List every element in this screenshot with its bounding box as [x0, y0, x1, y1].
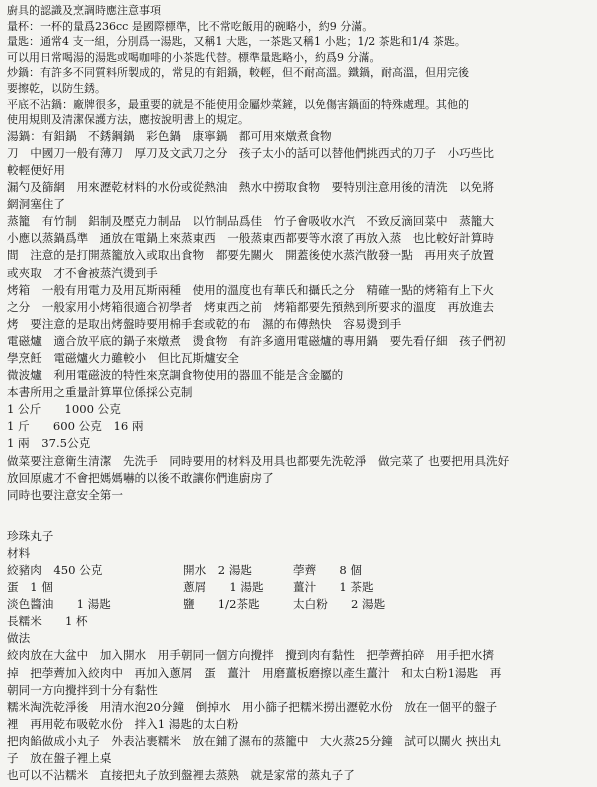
section-title: 廚具的認識及烹調時應注意事項 — [7, 4, 161, 17]
text-line: 蒸籠 有竹制 鋁制及壓克力制品 以竹制品爲佳 竹子會吸收水汽 不致反滴回菜中 蒸籠大 — [7, 214, 494, 229]
ingredient-item: 蛋 1 個 — [7, 580, 53, 595]
text-line: 刀 中國刀一般有薄刀 厚刀及文武刀之分 孩子太小的話可以替他們挑西式的刀子 小巧些比 — [7, 145, 494, 160]
text-line: 做菜要注意衛生清潔 先洗手 同時要用的材料及用具也都要先洗乾淨 做完菜了 也要把用具洗好 — [7, 453, 510, 468]
method-heading: 做法 — [7, 631, 31, 646]
text-line: 量杯：一杯的量爲236cc 是國際標準，比不常吃飯用的碗略小，約9 分滿。 — [7, 19, 374, 33]
text-line: 小應以蒸鍋爲準 通放在電鍋上來蒸東西 一般蒸東西都要等水滾了再放入蒸 也比較好計算時 — [7, 231, 494, 246]
ingredient-item: 長糯米 1 杯 — [7, 614, 88, 629]
text-line: 網洞塞住了 — [7, 197, 65, 212]
text-line: 絞肉放在大盆中 加入開水 用手朝同一個方向攪拌 攪到肉有黏性 把荸薺拍碎 用手把水擠 — [7, 648, 494, 663]
text-line: 炒鍋：有許多不同質料所製成的，常見的有鋁鍋，較輕，但不耐高溫。鐵鍋，耐高溫，但用完後 — [7, 66, 469, 80]
text-line: 平底不沾鍋：廠牌很多，最重要的就是不能使用金屬炒菜鏟，以免傷害鍋面的特殊處理。其他的 — [7, 97, 469, 111]
text-line: 也可以不沾糯米 直接把丸子放到盤裡去蒸熟 就是家常的蒸丸子了 — [7, 768, 355, 783]
text-line: 使用規則及清潔保護方法，應按說明書上的規定。 — [7, 113, 249, 127]
text-line: 同時也要注意安全第一 — [7, 487, 123, 502]
text-line: 裡 再用乾布吸乾水份 拌入1 湯匙的太白粉 — [7, 716, 239, 731]
text-line: 微波爐 利用電磁波的特性來烹調食物使用的器皿不能是含金屬的 — [7, 368, 344, 383]
text-line: 間 注意的是打開蒸籠放入或取出食物 都要先關火 開蓋後使水蒸汽散發一點 再用夾子放置 — [7, 248, 494, 263]
text-line: 湯鍋：有鋁鍋 不銹鋼鍋 彩色鍋 康寧鍋 都可用來燉煮食物 — [7, 128, 332, 143]
text-line: 較輕便好用 — [7, 162, 65, 177]
ingredient-row — [7, 613, 591, 630]
text-line: 1 公斤 1000 公克 — [7, 402, 121, 417]
text-line: 烤 要注意的是取出烤盤時要用棉手套或乾的布 濕的布傳熱快 容易燙到手 — [7, 316, 402, 331]
method-steps — [7, 647, 591, 784]
text-line: 量匙：通常4 支一組，分別爲一湯匙，又稱1 大匙，一茶匙又稱1 小匙；1/2 茶匙和1/4 茶匙。 — [7, 35, 466, 49]
text-line: 烤箱 一般有用電力及用瓦斯兩種 使用的溫度也有華氏和攝氏之分 精確一點的烤箱有上下火 — [7, 282, 494, 297]
text-line: 電磁爐 適合放平底的鍋子來燉煮 燙食物 有許多適用電磁爐的專用鍋 要先看仔細 孩子們初 — [7, 333, 506, 348]
ingredient-item: 鹽 1/2茶匙 — [183, 597, 260, 612]
equipment-paragraphs — [7, 128, 591, 504]
text-line: 學烹飪 電磁爐火力雖較小 但比瓦斯爐安全 — [7, 350, 239, 365]
ingredient-row — [7, 596, 591, 613]
text-line: 1 兩 37.5公克 — [7, 436, 91, 451]
text-line: 1 斤 600 公克 16 兩 — [7, 419, 144, 434]
ingredients-list — [7, 562, 591, 630]
ingredient-item: 薑汁 1 茶匙 — [293, 580, 374, 595]
text-line: 子 放在盤子裡上桌 — [7, 751, 112, 766]
ingredient-item: 蔥屑 1 湯匙 — [183, 580, 264, 595]
ingredient-item: 荸薺 8 個 — [293, 563, 363, 577]
text-line: 本書所用之重量計算單位係採公克制 — [7, 385, 193, 400]
text-line: 放回原處才不會把媽媽嚇的以後不敢讓你們進廚房了 — [7, 470, 274, 485]
text-line: 漏勺及篩網 用來瀝乾材料的水份或從熱油 熱水中撈取食物 要特別注意用後的清洗 以免將 — [7, 180, 494, 195]
ingredient-item: 開水 2 湯匙 — [183, 563, 253, 577]
text-line: 把肉餡做成小丸子 外表沾裹糯米 放在鋪了濕布的蒸籠中 大火蒸25分鐘 試可以關火 挾出丸 — [7, 733, 501, 748]
ingredients-heading: 材料 — [7, 545, 31, 560]
ingredient-row — [7, 579, 591, 596]
text-line: 要擦乾，以防生銹。 — [7, 81, 106, 95]
ingredient-row — [7, 562, 591, 579]
ingredient-item: 淡色醬油 1 湯匙 — [7, 597, 111, 612]
ingredient-item: 太白粉 2 湯匙 — [293, 597, 386, 612]
text-line: 或夾取 才不會被蒸汽燙到手 — [7, 265, 158, 280]
text-line: 可以用日常喝湯的湯匙或喝咖啡的小茶匙代替。標準量匙略小，約爲9 分滿。 — [7, 50, 381, 64]
recipe-title: 珍珠丸子 — [7, 528, 54, 543]
text-line: 之分 一般家用小烤箱很適合初學者 烤東西之前 烤箱都要先預熱到所要求的溫度 再放進去 — [7, 299, 494, 314]
intro-paragraphs — [7, 19, 591, 128]
text-line: 糯米淘洗乾淨後 用清水泡20分鐘 倒掉水 用小篩子把糯米撈出瀝乾水份 放在一個平的盤子 — [7, 699, 498, 714]
text-line: 掉 把荸薺加入絞肉中 再加入蔥屑 蛋 薑汁 用磨薑板磨擦以產生薑汁 和太白粉1湯匙 再 — [7, 665, 502, 680]
ingredient-item: 絞豬肉 450 公克 — [7, 563, 103, 577]
text-line: 朝同一方向攪拌到十分有黏性 — [7, 682, 158, 697]
